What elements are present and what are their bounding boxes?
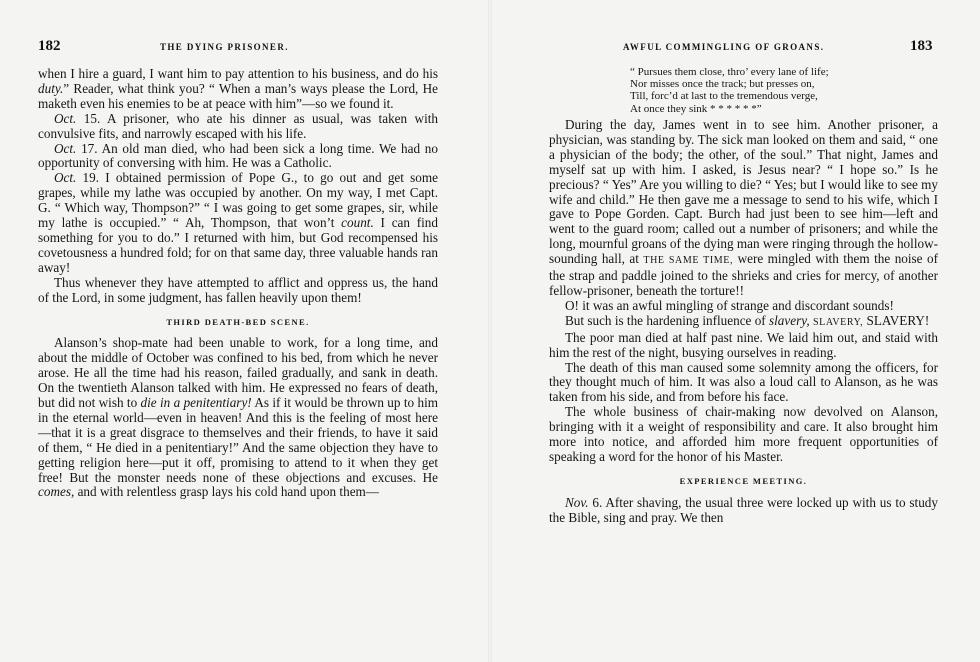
paragraph: [549, 496, 938, 526]
small-caps-run: THE SAME TIME,: [643, 255, 734, 267]
paragraph: [38, 171, 438, 275]
text-run: The death of this man caused some solemnity among the officers, for they thought much of him. It was also a loud call to Alanson, as he was taken from his side, and from before his face.: [549, 359, 938, 405]
italic-run: die in a penitentiary!: [140, 395, 252, 411]
text-run: 15. A prisoner, who ate his dinner as usual, was taken with convulsive fits, and narrowly escaped with his life.: [38, 110, 438, 141]
paragraph: [549, 331, 938, 361]
text-run: Alanson’s shop-mate had been unable to work, for a long time, and about the middle of October was confined to his bed, from which he never arose. He all the time had his reason, failed gradually, and sank in death. On the twentieth Alanson talked with him. He expressed no fears of death, but did not wish to: [38, 335, 438, 411]
left-body: [38, 67, 438, 500]
right-running-title: AWFUL COMMINGLING OF GROANS.: [623, 42, 825, 52]
small-caps-run: SLAVERY,: [812, 316, 864, 328]
paragraph: [549, 314, 938, 331]
text-run: 19. I obtained permission of Pope G., to go out and get some grapes, while my lathe was occupied by another. On my way, I met Capt. G. “ Which way, Thompson?” “ I was going to get some grapes, sir, while my lathe is occupied.” “ Ah, Thompson, that won’t: [38, 170, 438, 231]
paragraph: [38, 336, 438, 500]
italic-run: slavery,: [769, 312, 810, 328]
poem-line: “ Pursues them close, thro’ every lane of life;: [630, 66, 829, 78]
italic-run: Oct.: [54, 140, 77, 156]
right-page-number: 183: [910, 38, 933, 54]
text-run: But such is the hardening influence of: [565, 312, 769, 328]
text-run: As if it would be thrown up to him in the eternal world—even in heaven! And this is the feeling of most here—that it is a great disgrace to themselves and their friends, to have it said of them, “ He died in a penitentiary!” And the same objection they have to getting religion here—put it off, promising to attend to it when they get free! But the monster needs none of these objections and excuses. He: [38, 395, 438, 485]
section-heading: EXPERIENCE MEETING.: [679, 475, 808, 486]
paragraph: [38, 142, 438, 172]
poem-quote: [630, 66, 950, 115]
poem-line: Till, forc’d at last to the tremendous verge,: [630, 90, 818, 103]
italic-run: count.: [341, 215, 374, 231]
text-run: The poor man died at half past nine. We laid him out, and staid with him the rest of the night, busying ourselves in reading.: [549, 329, 938, 360]
text-run: 6. After shaving, the usual three were locked up with us to study the Bible, sing and pray. We then: [549, 494, 938, 525]
text-run: SLAVERY!: [863, 312, 930, 328]
italic-run: comes,: [38, 484, 75, 500]
text-run: I can find something for you to do.” I returned with him, but God recompensed his covetousness a hundred fold; for on that same day, three valuable hands ran away!: [38, 215, 438, 275]
text-run: Thus whenever they have attempted to afflict and oppress us, the hand of the Lord, in some judgment, has fallen heavily upon them!: [38, 274, 438, 305]
left-page-number: 182: [38, 38, 61, 54]
paragraph: [549, 405, 938, 465]
paragraph: [38, 276, 438, 306]
italic-run: Oct.: [54, 110, 77, 126]
text-run: The whole business of chair-making now devolved on Alanson, bringing with it a weight of responsibility and care. It also brought him more into notice, and afforded him more frequent opportunities of speaking a word for the honor of his Master.: [549, 404, 938, 464]
text-run: were mingled with them the noise of the strap and paddle joined to the shrieks and cries for mercy, of another fellow-prisoner, beneath the torture!!: [549, 251, 938, 298]
section-heading: THIRD DEATH-BED SCENE.: [166, 316, 310, 327]
italic-run: Nov.: [565, 494, 589, 510]
text-run: During the day, James went in to see him. Another prisoner, a physician, was standing by. The sick man looked on them and said, “ one a physician of the body; the other, of the soul.” That night, James and myself sat up with him. I asked, is Jesus near? “ I hope so.” Is he precious? “ Yes” Are you willing to die? “ Yes; but I would like to see my wife and child.” He then gave me a message to send to his wife, which I gave to Pope Gorden. Capt. Burch had just been to see him—left and went to the guard room; called out a number of prisoners; and while the long, mournful groans of the dying man were ringing through the hollow-sounding hall, at: [549, 117, 938, 267]
text-run: ” Reader, what think you? “ When a man’s ways please the Lord, He maketh even his enemies to be at peace with him”—so we found it.: [38, 80, 438, 111]
paragraph: [549, 118, 938, 299]
paragraph: [38, 112, 438, 142]
paragraph: [549, 299, 938, 314]
text-run: 17. An old man died, who had been sick a long time. We had no opportunity of conversing with him. He was a Catholic.: [38, 140, 438, 171]
right-body: [549, 118, 938, 526]
paragraph: [549, 361, 938, 406]
left-running-title: THE DYING PRISONER.: [160, 42, 289, 52]
italic-run: duty.: [38, 80, 64, 96]
text-run: when I hire a guard, I want him to pay attention to his business, and do his: [38, 66, 438, 81]
italic-run: Oct.: [54, 170, 77, 186]
text-run: O! it was an awful mingling of strange and discordant sounds!: [565, 297, 894, 313]
poem-line: Nor misses once the track; but presses on,: [630, 78, 815, 91]
poem-line: At once they sink * * * * * *”: [630, 102, 762, 115]
text-run: and with relentless grasp lays his cold hand upon them—: [74, 484, 379, 500]
paragraph: [38, 67, 438, 112]
